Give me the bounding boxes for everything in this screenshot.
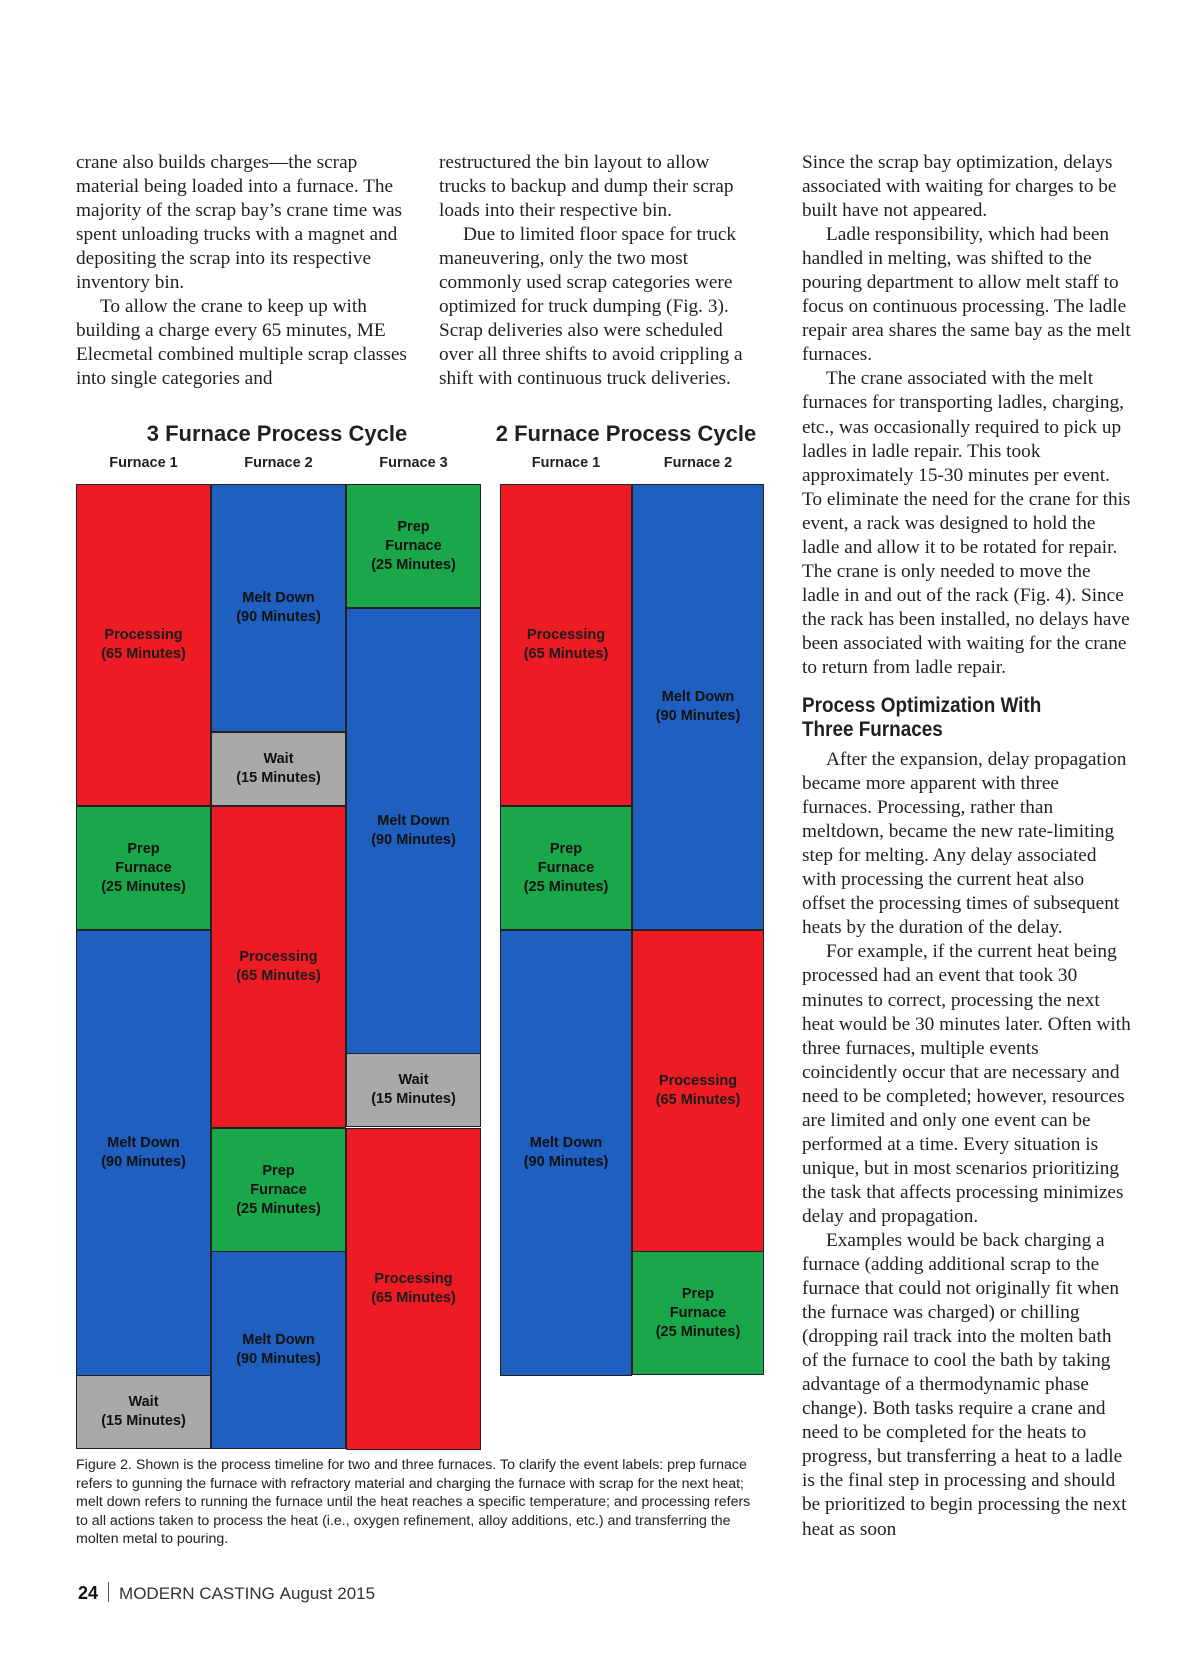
timeline-block-prep: Prep Furnace (25 Minutes) [76, 806, 211, 930]
timeline-block-processing: Processing (65 Minutes) [346, 1128, 481, 1450]
furnace-header: Furnace 2 [244, 455, 313, 471]
timeline-block-prep: Prep Furnace (25 Minutes) [632, 1251, 764, 1375]
timeline-block-meltdown: Melt Down (90 Minutes) [632, 484, 764, 930]
paragraph: Due to limited floor space for truck maneuvering, only the two most commonly used scrap categories were optimized for truck dumping (Fig. 3). Scrap deliveries also were scheduled over all three shifts to avoid crippling a shift with continuous truck deliveries. [439, 224, 743, 390]
timeline-block-wait: Wait (15 Minutes) [76, 1375, 211, 1449]
furnace-header: Furnace 1 [531, 455, 601, 471]
paragraph: Examples would be back charging a furnace (adding additional scrap to the furnace that could not originally fit when the furnace was charged) or chilling (dropping rail track into the molten bath of the furnace to cool the bath by taking advantage of a thermodynamic phase change). Both tasks require a crane and need to be completed for the heats to progress, but transferring a heat to a ladle is the final step in processing and should be prioritized to begin processing the next heat as soon [802, 1229, 1127, 1540]
page-footer [78, 1582, 375, 1604]
text-column-3 [802, 151, 1132, 1542]
timeline-block-wait: Wait (15 Minutes) [211, 732, 346, 806]
paragraph: For example, if the current heat being processed had an event that took 30 minutes to correct, processing the next heat would be 30 minutes later. Often with three furnaces, multiple events coincidently occur that are necessary and need to be completed; however, resources are limited and only one event can be performed at a time. Every situation is unique, but in most scenarios prioritizing the task that affects processing minimizes delay and propagation. [802, 941, 1131, 1227]
text-column-2 [439, 151, 761, 391]
furnace-header: Furnace 2 [663, 455, 733, 471]
timeline-block-processing: Processing (65 Minutes) [76, 484, 211, 806]
timeline-block-meltdown: Melt Down (90 Minutes) [211, 1251, 346, 1449]
footer-divider [108, 1582, 109, 1602]
paragraph: Ladle responsibility, which had been handled in melting, was shifted to the pouring department to allow melt staff to focus on continuous processing. The ladle repair area shares the same bay as the melt furnaces. [802, 224, 1131, 366]
timeline-block-meltdown: Melt Down (90 Minutes) [346, 608, 481, 1054]
timeline-block-meltdown: Melt Down (90 Minutes) [211, 484, 346, 732]
page-number: 24 [78, 1583, 99, 1603]
timeline-block-meltdown: Melt Down (90 Minutes) [76, 930, 211, 1376]
timeline-block-wait: Wait (15 Minutes) [346, 1053, 481, 1127]
furnace-header: Furnace 1 [109, 455, 178, 471]
chart-title: 3 Furnace Process Cycle [146, 421, 408, 446]
timeline-block-processing: Processing (65 Minutes) [500, 484, 632, 806]
paragraph: restructured the bin layout to allow trucks to backup and dump their scrap loads into their respective bin. [439, 152, 734, 222]
paragraph: crane also builds charges—the scrap material being loaded into a furnace. The majority of the scrap bay’s crane time was spent unloading trucks with a magnet and depositing the scrap into its respective inventory bin. [76, 152, 403, 294]
paragraph: To allow the crane to keep up with building a charge every 65 minutes, ME Elecmetal combined multiple scrap classes into single categories and [76, 296, 407, 390]
section-subheading [802, 694, 1132, 742]
subheading-line-2: Three Furnaces [802, 718, 943, 742]
text-column-1 [76, 151, 408, 391]
paragraph: After the expansion, delay propagation became more apparent with three furnaces. Processing, rather than meltdown, became the new rate-limiting step for melting. Any delay associated with processing the current heat also offset the processing times of subsequent heats by the duration of the delay. [802, 749, 1127, 939]
publication-name: MODERN CASTING [119, 1584, 275, 1603]
timeline-block-meltdown: Melt Down (90 Minutes) [500, 930, 632, 1376]
figure-caption: Figure 2. Shown is the process timeline for two and three furnaces. To clarify the event labels: prep furnace refers to gunning the furnace with refractory material and charging the furnace with scrap for the next heat; melt down refers to running the furnace until the heat reaches a specific temperature; and processing refers to all actions taken to process the heat (i.e., oxygen refinement, alloy additions, etc.) and transferring the molten metal to pouring. [76, 1457, 751, 1547]
timeline-block-processing: Processing (65 Minutes) [632, 930, 764, 1252]
paragraph: Since the scrap bay optimization, delays associated with waiting for charges to be built have not appeared. [802, 152, 1117, 222]
timeline-block-prep: Prep Furnace (25 Minutes) [500, 806, 632, 930]
timeline-block-prep: Prep Furnace (25 Minutes) [346, 484, 481, 608]
chart-title: 2 Furnace Process Cycle [495, 421, 757, 446]
timeline-block-processing: Processing (65 Minutes) [211, 806, 346, 1128]
furnace-header: Furnace 3 [379, 455, 448, 471]
issue-date: August 2015 [279, 1584, 376, 1603]
paragraph: The crane associated with the melt furnaces for transporting ladles, charging, etc., was occasionally required to pick up ladles in ladle repair. This took approximately 15-30 minutes per event. To eliminate the need for the crane for this event, a rack was designed to hold the ladle and allow it to be rotated for repair. The crane is only needed to move the ladle in and out of the rack (Fig. 4). Since the rack has been installed, no delays have been associated with waiting for the crane to return from ladle repair. [802, 368, 1131, 678]
timeline-block-prep: Prep Furnace (25 Minutes) [211, 1128, 346, 1252]
subheading-line-1: Process Optimization With [802, 694, 1042, 718]
